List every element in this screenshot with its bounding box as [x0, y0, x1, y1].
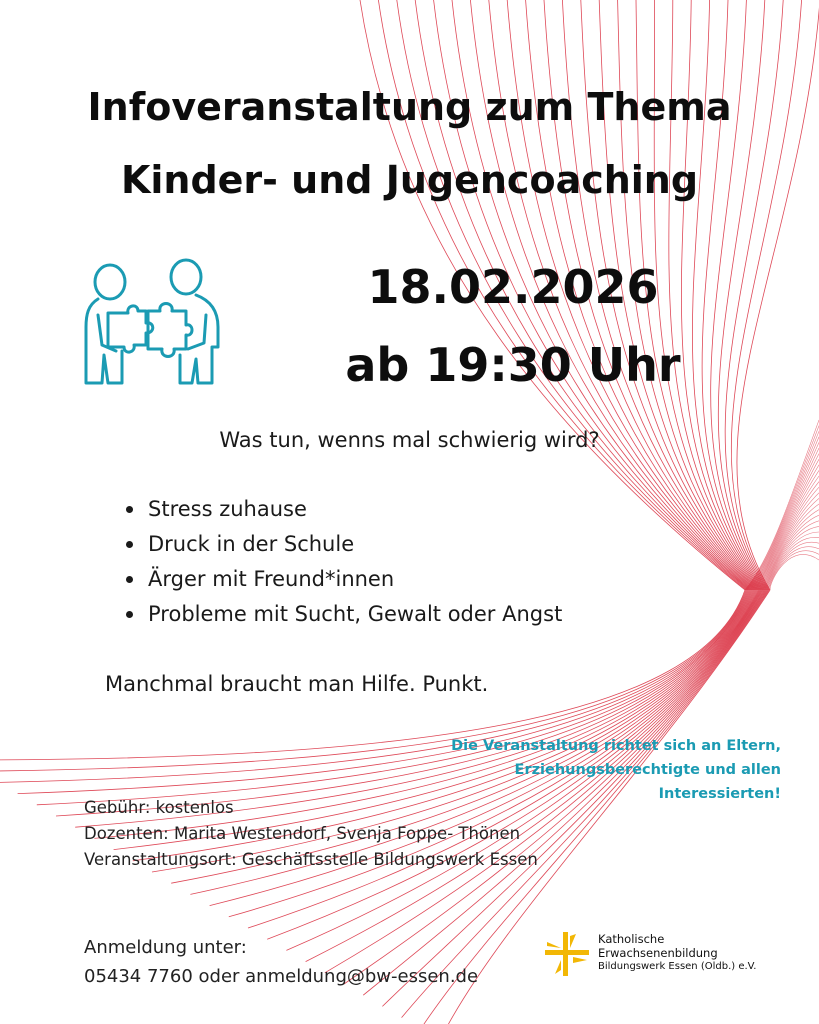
registration-contact: 05434 7760 oder anmeldung@bw-essen.de — [84, 966, 479, 987]
event-details — [84, 795, 538, 873]
cross-rays-logo-icon — [543, 930, 591, 978]
title-line-2: Kinder- und Jugencoaching — [120, 158, 699, 202]
logo-line-2: Erwachsenenbildung — [598, 946, 718, 960]
list-item: Ärger mit Freund*innen — [120, 562, 562, 597]
title-line-1: Infoveranstaltung zum Thema — [87, 85, 732, 129]
list-item: Druck in der Schule — [120, 527, 562, 562]
question-text: Was tun, wenns mal schwierig wird? — [219, 428, 600, 452]
logo-line-3: Bildungswerk Essen (Oldb.) e.V. — [598, 961, 757, 972]
slogan-text: Manchmal braucht man Hilfe. Punkt. — [105, 672, 489, 696]
audience-note-line: Die Veranstaltung richtet sich an Eltern, — [451, 738, 781, 754]
event-time: ab 19:30 Uhr — [345, 338, 681, 392]
list-item: Probleme mit Sucht, Gewalt oder Angst — [120, 597, 562, 632]
two-people-puzzle-icon — [78, 255, 230, 390]
event-date: 18.02.2026 — [367, 260, 659, 314]
audience-note-line: Erziehungsberechtigte und allen — [514, 762, 781, 778]
audience-note-line: Interessierten! — [658, 786, 781, 802]
venue-line: Veranstaltungsort: Geschäftsstelle Bildungswerk Essen — [84, 850, 538, 869]
logo-text — [598, 932, 756, 974]
fee-line: Gebühr: kostenlos — [84, 798, 234, 817]
topic-list — [120, 492, 562, 632]
registration-block — [84, 933, 478, 991]
lecturers-line: Dozenten: Marita Westendorf, Svenja Foppe- Thönen — [84, 824, 521, 843]
registration-label: Anmeldung unter: — [84, 937, 247, 958]
list-item: Stress zuhause — [120, 492, 562, 527]
logo-line-1: Katholische — [598, 932, 665, 946]
